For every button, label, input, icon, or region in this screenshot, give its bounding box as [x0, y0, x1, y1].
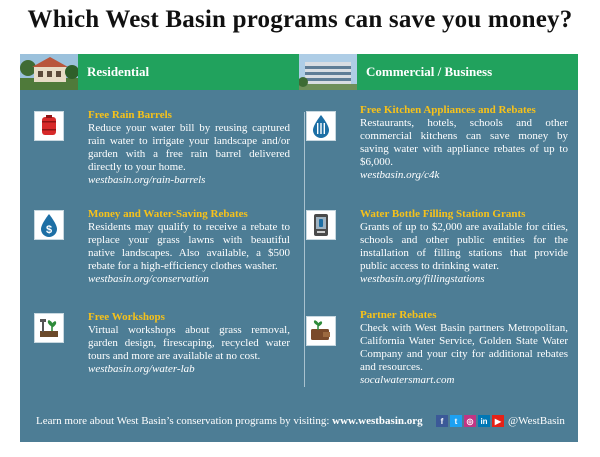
- residential-header: [20, 54, 299, 90]
- item-body: Restaurants, hotels, schools and other commercial kitchens can save money by saving water with appliance rebates of up to $6,000.: [360, 117, 568, 168]
- item-link[interactable]: westbasin.org/rain-barrels: [88, 174, 206, 186]
- item-link[interactable]: westbasin.org/water-lab: [88, 363, 195, 375]
- kitchen-utensils-icon: [306, 111, 336, 141]
- youtube-icon[interactable]: ▶: [492, 415, 504, 427]
- item-heading: Free Rain Barrels: [88, 109, 172, 121]
- item-link[interactable]: westbasin.org/conservation: [88, 273, 209, 285]
- commercial-label: Commercial / Business: [366, 64, 493, 79]
- office-building-photo: [299, 54, 357, 90]
- footer: [20, 414, 578, 432]
- commercial-header: [299, 54, 578, 90]
- website-link[interactable]: www.westbasin.org: [332, 415, 423, 427]
- item-link[interactable]: westbasin.org/fillingstations: [360, 273, 485, 285]
- footer-text: [36, 414, 423, 428]
- item-link[interactable]: socalwatersmart.com: [360, 374, 455, 386]
- item-heading: Free Kitchen Appliances and Rebates: [360, 104, 536, 116]
- social-icons: [436, 415, 504, 427]
- residential-label: Residential: [87, 64, 150, 79]
- svg-text:$: $: [45, 224, 53, 236]
- house-photo: [20, 54, 78, 90]
- item-heading: Partner Rebates: [360, 309, 437, 321]
- item-heading: Money and Water-Saving Rebates: [88, 208, 248, 220]
- rain-barrel-icon: [34, 111, 64, 141]
- bottle-filling-station-icon: [306, 210, 336, 240]
- footer-message: Learn more about West Basin’s conservation programs by visiting:: [36, 415, 333, 427]
- facebook-icon[interactable]: f: [436, 415, 448, 427]
- social-handle[interactable]: @WestBasin: [508, 415, 565, 427]
- programs-panel: [20, 54, 578, 442]
- workshop-plant-icon: [34, 313, 64, 343]
- twitter-icon[interactable]: t: [450, 415, 462, 427]
- water-drop-dollar-icon: [34, 210, 64, 240]
- item-body: Residents may qualify to receive a rebate to replace your grass lawns with beautiful native landscapes. Also available, a $500 rebate for a high-efficiency clothes washer.: [88, 221, 290, 272]
- page-title: Which West Basin programs can save you money?: [27, 6, 573, 33]
- column-divider: [304, 112, 305, 387]
- item-body: Check with West Basin partners Metropolitan, California Water Service, Golden State Water Company and your city for additional rebates and resources.: [360, 322, 568, 373]
- item-body: Grants of up to $2,000 are available for cities, schools and other public entities for the installation of filling stations that provide public access to drinking water.: [360, 221, 568, 272]
- item-heading: Water Bottle Filling Station Grants: [360, 208, 526, 220]
- item-heading: Free Workshops: [88, 311, 165, 323]
- item-body: Virtual workshops about grass removal, garden design, firescaping, recycled water tours and more are available at no cost.: [88, 324, 290, 362]
- instagram-icon[interactable]: ◎: [464, 415, 476, 427]
- wallet-plant-icon: [306, 316, 336, 346]
- linkedin-icon[interactable]: in: [478, 415, 490, 427]
- item-link[interactable]: westbasin.org/c4k: [360, 169, 440, 181]
- item-body: Reduce your water bill by reusing captured rain water to irrigate your landscape and/or garden with a free rain barrel delivered directly to your home.: [88, 122, 290, 173]
